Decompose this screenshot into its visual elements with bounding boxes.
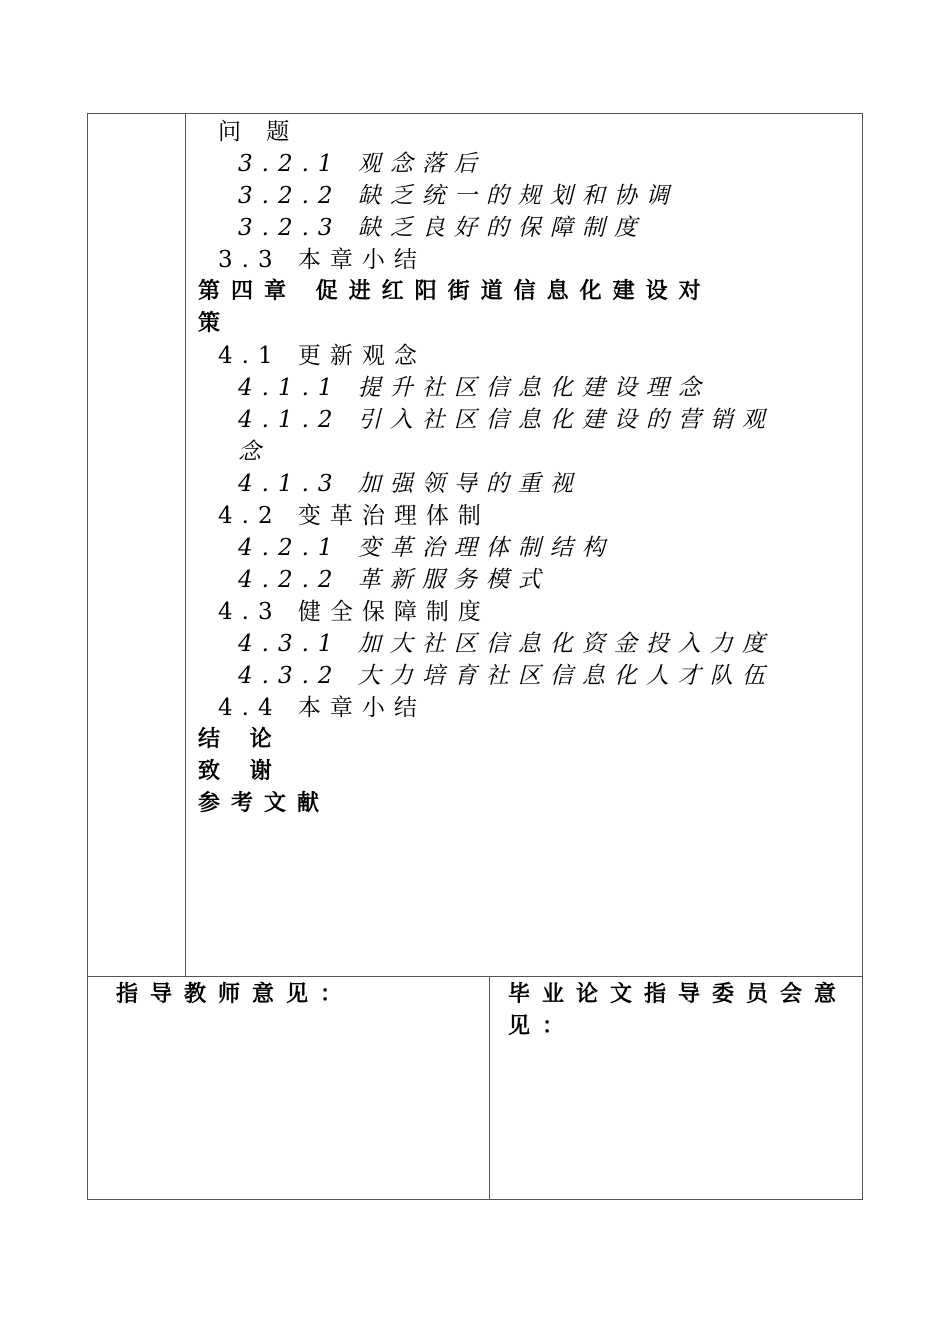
toc-line: 4.3.2 大力培育社区信息化人才队伍 — [238, 663, 774, 689]
toc-line: 3.3 本章小结 — [218, 247, 426, 273]
toc-line: 3.2.1 观念落后 — [238, 151, 486, 177]
advisor-opinion-label: 指导教师意见： — [116, 982, 355, 1007]
toc-line: 3.2.3 缺乏良好的保障制度 — [238, 215, 646, 241]
toc-line: 4.3.1 加大社区信息化资金投入力度 — [238, 631, 774, 657]
toc-line: 致 谢 — [198, 759, 283, 784]
toc-line: 4.1.1 提升社区信息化建设理念 — [238, 375, 710, 401]
toc-line: 结 论 — [198, 727, 283, 752]
toc-label-cell — [88, 114, 186, 976]
toc-line: 4.2.2 革新服务模式 — [238, 567, 550, 593]
toc-line: 4.2 变革治理体制 — [218, 503, 490, 529]
toc-line: 策 — [198, 311, 232, 336]
toc-row — [88, 114, 862, 977]
committee-opinion-label: 毕业论文指导委员会意见： — [508, 982, 849, 1039]
table-of-contents — [186, 114, 864, 976]
toc-line: 4.2.1 变革治理体制结构 — [238, 535, 614, 561]
toc-line: 参考文献 — [198, 791, 331, 816]
toc-line: 4.1 更新观念 — [218, 343, 426, 369]
committee-opinion-cell[interactable] — [490, 977, 864, 1199]
toc-line: 4.1.3 加强领导的重视 — [238, 471, 582, 497]
toc-line: 4.3 健全保障制度 — [218, 599, 490, 625]
toc-line: 问 题 — [218, 119, 299, 145]
thesis-form-table — [87, 113, 863, 1200]
toc-line: 4.1.2 引入社区信息化建设的营销观 — [238, 407, 774, 433]
toc-line: 第四章 促进红阳街道信息化建设对 — [198, 279, 712, 304]
opinion-row — [88, 977, 862, 1199]
toc-line: 念 — [238, 439, 270, 465]
advisor-opinion-cell[interactable] — [88, 977, 490, 1199]
toc-line: 3.2.2 缺乏统一的规划和协调 — [238, 183, 678, 209]
toc-line: 4.4 本章小结 — [218, 695, 426, 721]
